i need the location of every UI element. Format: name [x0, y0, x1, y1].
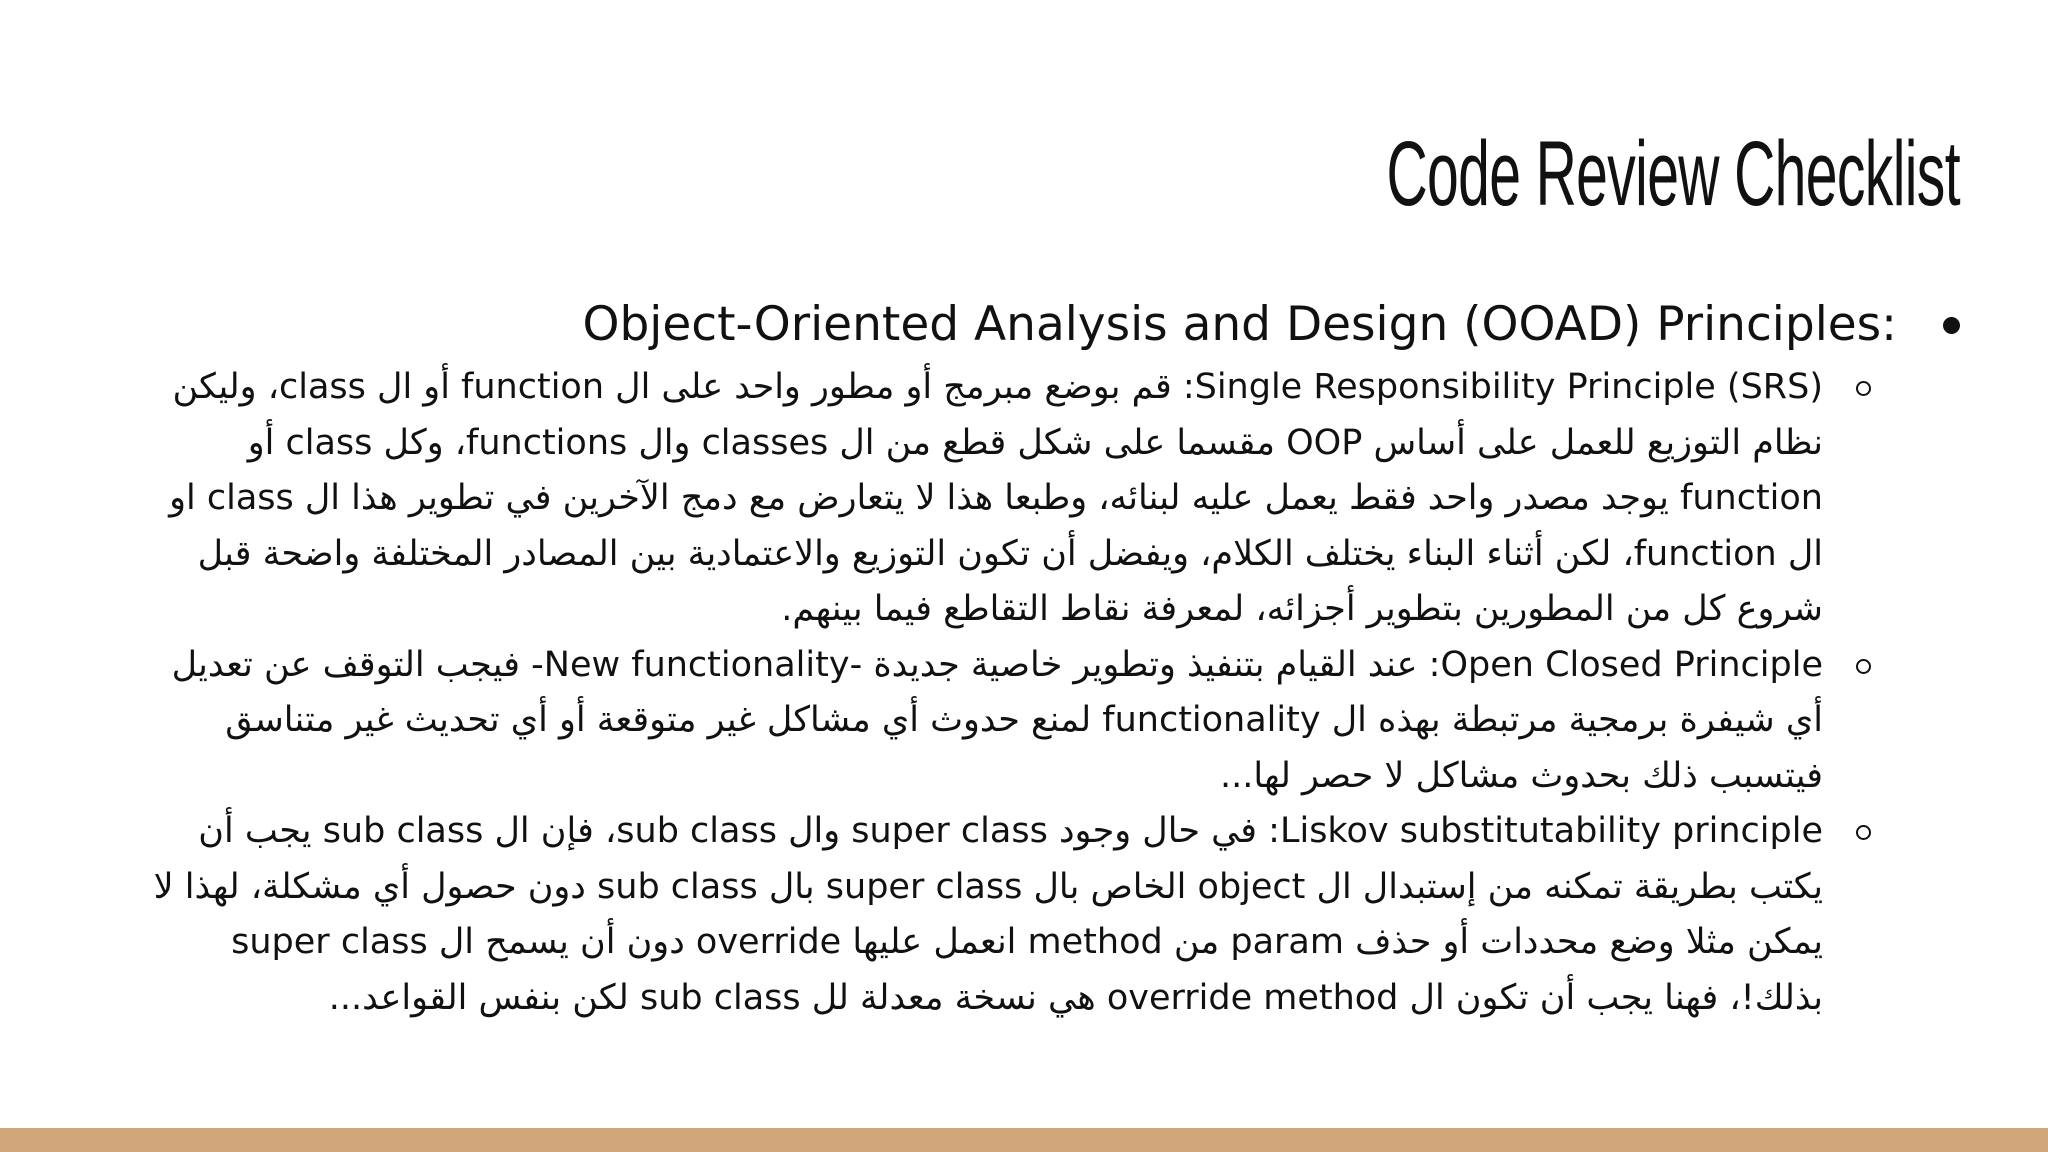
principle-text — [153, 804, 1823, 1026]
section-bullet — [60, 290, 1960, 360]
filled-bullet-icon — [1943, 317, 1960, 334]
principles-list — [60, 360, 1960, 1026]
list-item — [60, 804, 1960, 1026]
principle-body: : قم بوضع مبرمج أو مطور واحد على ال function أو ال class، وليكن نظام التوزيع للعمل على أساس OOP مقسما على شكل قطع من ال classes وال functions، وكل class أو function يوجد مصدر واحد فقط يعمل عليه لبنائه، وطبعا هذا لا يتعارض مع دمج الآخرين في تطوير هذا ال class او ال function، لكن أثناء البناء يختلف الكلام، ويفضل أن تكون التوزيع والاعتمادية بين المصادر المختلفة واضحة قبل شروع كل من المطورين بتطوير أجزائه، لمعرفة نقاط التقاطع فيما بينهم. — [169, 367, 1823, 629]
principle-body: : عند القيام بتنفيذ وتطوير خاصية جديدة -New functionality- فيجب التوقف عن تعديل أي شيفرة برمجية مرتبطة بهذه ال functionality لمنع حدوث أي مشاكل غير متوقعة أو أي تحديث غير متناسق فيتسبب ذلك بحدوث مشاكل لا حصر لها... — [171, 644, 1823, 796]
hollow-bullet-icon — [1856, 381, 1871, 396]
slide-title: Code Review Checklist — [1386, 123, 1960, 225]
principle-body: : في حال وجود super class وال sub class، فإن ال sub class يجب أن يكتب بطريقة تمكنه من إستبدال ال object الخاص بال super class بال sub class دون حصول أي مشكلة، لهذا لا يمكن مثلا وضع محددات أو حذف param من method انعمل عليها override دون أن يسمح ال super class بذلك!، فهنا يجب أن تكون ال override method هي نسخة معدلة لل sub class لكن بنفس القواعد... — [153, 811, 1823, 1018]
principle-term: Open Closed Principle — [1440, 644, 1823, 685]
principle-text — [153, 638, 1823, 805]
principle-text — [153, 360, 1823, 638]
footer-accent-bar — [0, 1128, 2048, 1152]
slide-content — [60, 290, 1960, 1026]
principle-term: Liskov substitutability principle — [1279, 811, 1823, 851]
section-heading: Object-Oriented Analysis and Design (OOAD) Principles: — [582, 297, 1897, 352]
list-item — [60, 638, 1960, 805]
principle-term: Single Responsibility Principle (SRS) — [1194, 367, 1823, 407]
hollow-bullet-icon — [1856, 659, 1871, 674]
list-item — [60, 360, 1960, 638]
hollow-bullet-icon — [1856, 825, 1871, 840]
